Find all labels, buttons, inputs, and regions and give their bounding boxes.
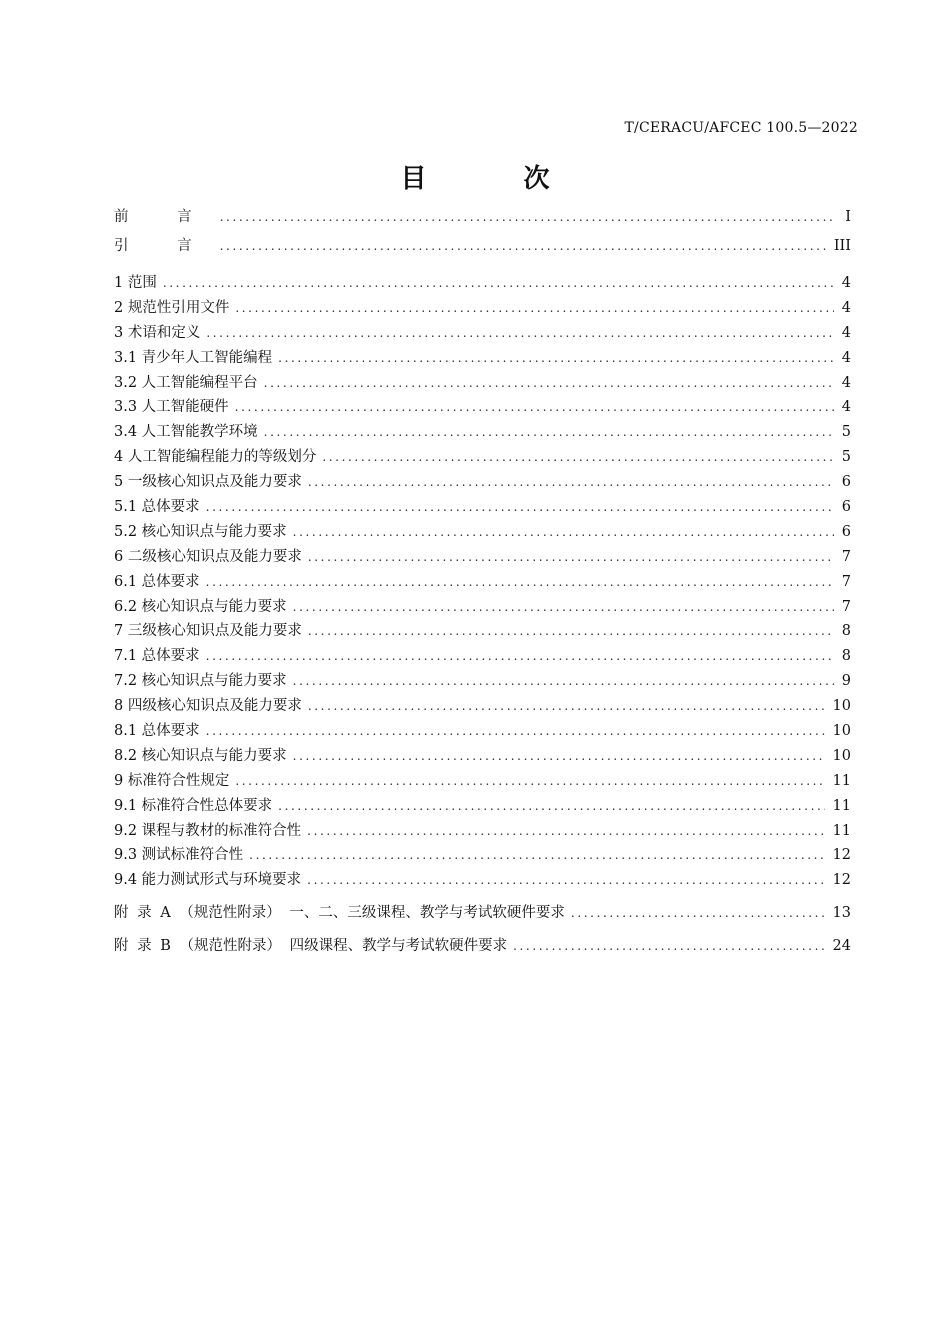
toc-entry-page: 11 <box>832 797 851 814</box>
toc-entry-label: 附 录 B （规范性附录） 四级课程、教学与考试软硬件要求 <box>114 938 508 955</box>
toc-entry-label: 9 标准符合性规定 <box>114 772 230 789</box>
toc-leader-dots <box>293 600 834 614</box>
toc-entry[interactable] <box>114 619 851 644</box>
toc-leader-dots <box>235 400 834 414</box>
toc-entry-label: 8.2 核心知识点与能力要求 <box>114 747 287 764</box>
toc-entry[interactable] <box>114 371 851 396</box>
toc-entry-page: 4 <box>841 349 851 366</box>
page-title: 目 次 <box>400 164 594 194</box>
toc-entry-page: 5 <box>841 424 851 441</box>
toc-entry-label: 前 言 <box>114 209 214 225</box>
toc-entry-page: 5 <box>841 449 851 466</box>
toc-entry-label: 6.1 总体要求 <box>114 573 200 590</box>
toc-entry-label: 9.1 标准符合性总体要求 <box>114 797 273 814</box>
toc-entry-page: 6 <box>841 474 851 491</box>
toc-entry[interactable] <box>114 868 851 893</box>
toc-entry-page: 4 <box>841 275 851 291</box>
toc-entry[interactable] <box>114 445 851 470</box>
toc-entry-label: 2 规范性引用文件 <box>114 299 230 316</box>
toc-entry[interactable] <box>114 794 851 819</box>
toc-leader-dots <box>278 799 824 813</box>
toc-entry[interactable] <box>114 395 851 420</box>
toc-leader-dots <box>220 210 835 224</box>
toc-entry[interactable] <box>114 205 851 234</box>
toc-leader-dots <box>308 550 834 564</box>
toc-entry-page: 7 <box>841 598 851 615</box>
toc-leader-dots <box>264 376 834 390</box>
toc-leader-dots <box>571 906 825 920</box>
toc-entry-label: 附 录 A （规范性附录） 一、二、三级课程、教学与考试软硬件要求 <box>114 905 565 922</box>
toc-entry[interactable] <box>114 744 851 769</box>
toc-entry-page: 9 <box>841 673 851 690</box>
toc-entry[interactable] <box>114 769 851 794</box>
toc-entry[interactable] <box>114 694 851 719</box>
toc-entry-page: 10 <box>832 723 851 740</box>
toc-entry[interactable] <box>114 545 851 570</box>
toc-leader-dots <box>206 724 825 738</box>
toc-leader-dots <box>235 774 824 788</box>
toc-leader-dots <box>308 475 834 489</box>
toc-entry-label: 7 三级核心知识点及能力要求 <box>114 623 302 640</box>
toc-entry-label: 6.2 核心知识点与能力要求 <box>114 598 287 615</box>
toc-entry[interactable] <box>114 520 851 545</box>
toc-entry[interactable] <box>114 595 851 620</box>
toc-entry-page: 4 <box>841 299 851 316</box>
toc-entry-page: 8 <box>841 623 851 640</box>
document-code: T/CERACU/AFCEC 100.5—2022 <box>624 120 858 136</box>
toc-entry-label: 3.3 人工智能硬件 <box>114 399 229 416</box>
toc-entry-page: 10 <box>832 747 851 764</box>
toc-entry-label: 5 一级核心知识点及能力要求 <box>114 474 302 491</box>
toc-leader-dots <box>293 749 825 763</box>
toc-entry[interactable] <box>114 644 851 669</box>
toc-entry[interactable] <box>114 296 851 321</box>
toc-entry-page: 11 <box>832 772 851 789</box>
toc-leader-dots <box>235 301 833 315</box>
toc-entry[interactable] <box>114 271 851 296</box>
toc-entry-label: 3.2 人工智能编程平台 <box>114 374 258 391</box>
toc-entry-label: 9.2 课程与教材的标准符合性 <box>114 822 302 839</box>
toc-entry-label: 7.1 总体要求 <box>114 648 200 665</box>
toc-entry-page: 4 <box>841 324 851 341</box>
toc-entry-page: 24 <box>832 938 851 955</box>
toc-entry-page: 7 <box>841 573 851 590</box>
toc-leader-dots <box>308 699 825 713</box>
toc-entry-page: I <box>845 209 851 225</box>
toc-leader-dots <box>206 500 834 514</box>
toc-entry[interactable] <box>114 819 851 844</box>
toc-entry-label: 4 人工智能编程能力的等级划分 <box>114 449 317 466</box>
toc-entry-label: 3.4 人工智能教学环境 <box>114 424 258 441</box>
toc-entry[interactable] <box>114 420 851 445</box>
toc-entry[interactable] <box>114 901 851 934</box>
toc-entry-label: 8.1 总体要求 <box>114 723 200 740</box>
toc-entry-page: 12 <box>832 847 851 864</box>
toc-entry-page: 4 <box>841 399 851 416</box>
toc-entry-page: 6 <box>841 523 851 540</box>
toc-entry-page: 11 <box>832 822 851 839</box>
toc-leader-dots <box>163 276 834 290</box>
toc-entry-page: 12 <box>832 872 851 889</box>
toc-leader-dots <box>206 575 834 589</box>
toc-leader-dots <box>307 824 824 838</box>
table-of-contents <box>114 205 851 967</box>
toc-entry-page: 13 <box>832 905 851 922</box>
toc-entry[interactable] <box>114 843 851 868</box>
toc-entry[interactable] <box>114 934 851 967</box>
toc-entry-label: 8 四级核心知识点及能力要求 <box>114 698 302 715</box>
toc-leader-dots <box>206 326 833 340</box>
toc-entry-page: III <box>833 238 851 254</box>
toc-leader-dots <box>249 848 824 862</box>
toc-entry[interactable] <box>114 719 851 744</box>
toc-entry-page: 10 <box>832 698 851 715</box>
toc-leader-dots <box>513 939 824 953</box>
toc-leader-dots <box>307 873 824 887</box>
toc-entry-page: 8 <box>841 648 851 665</box>
toc-entry-label: 5.2 核心知识点与能力要求 <box>114 523 287 540</box>
toc-entry-label: 5.1 总体要求 <box>114 499 200 516</box>
toc-leader-dots <box>308 624 834 638</box>
toc-entry[interactable] <box>114 234 851 263</box>
toc-leader-dots <box>293 525 834 539</box>
toc-entry-label: 9.4 能力测试形式与环境要求 <box>114 872 302 889</box>
toc-entry[interactable] <box>114 669 851 694</box>
toc-entry[interactable] <box>114 346 851 371</box>
toc-entry-label: 6 二级核心知识点及能力要求 <box>114 548 302 565</box>
toc-entry-label: 9.3 测试标准符合性 <box>114 847 244 864</box>
toc-leader-dots <box>220 239 826 253</box>
toc-leader-dots <box>293 674 834 688</box>
toc-entry-label: 7.2 核心知识点与能力要求 <box>114 673 287 690</box>
toc-entry-page: 4 <box>841 374 851 391</box>
toc-entry[interactable] <box>114 321 851 346</box>
toc-entry-label: 3 术语和定义 <box>114 324 201 341</box>
toc-leader-dots <box>322 450 833 464</box>
toc-entry-label: 1 范围 <box>114 275 157 291</box>
toc-entry[interactable] <box>114 470 851 495</box>
toc-entry[interactable] <box>114 570 851 595</box>
toc-leader-dots <box>278 351 834 365</box>
toc-entry-page: 6 <box>841 499 851 516</box>
toc-leader-dots <box>264 425 834 439</box>
toc-entry-label: 引 言 <box>114 238 214 254</box>
toc-entry[interactable] <box>114 495 851 520</box>
toc-entry-label: 3.1 青少年人工智能编程 <box>114 349 273 366</box>
toc-entry-page: 7 <box>841 548 851 565</box>
toc-leader-dots <box>206 649 834 663</box>
